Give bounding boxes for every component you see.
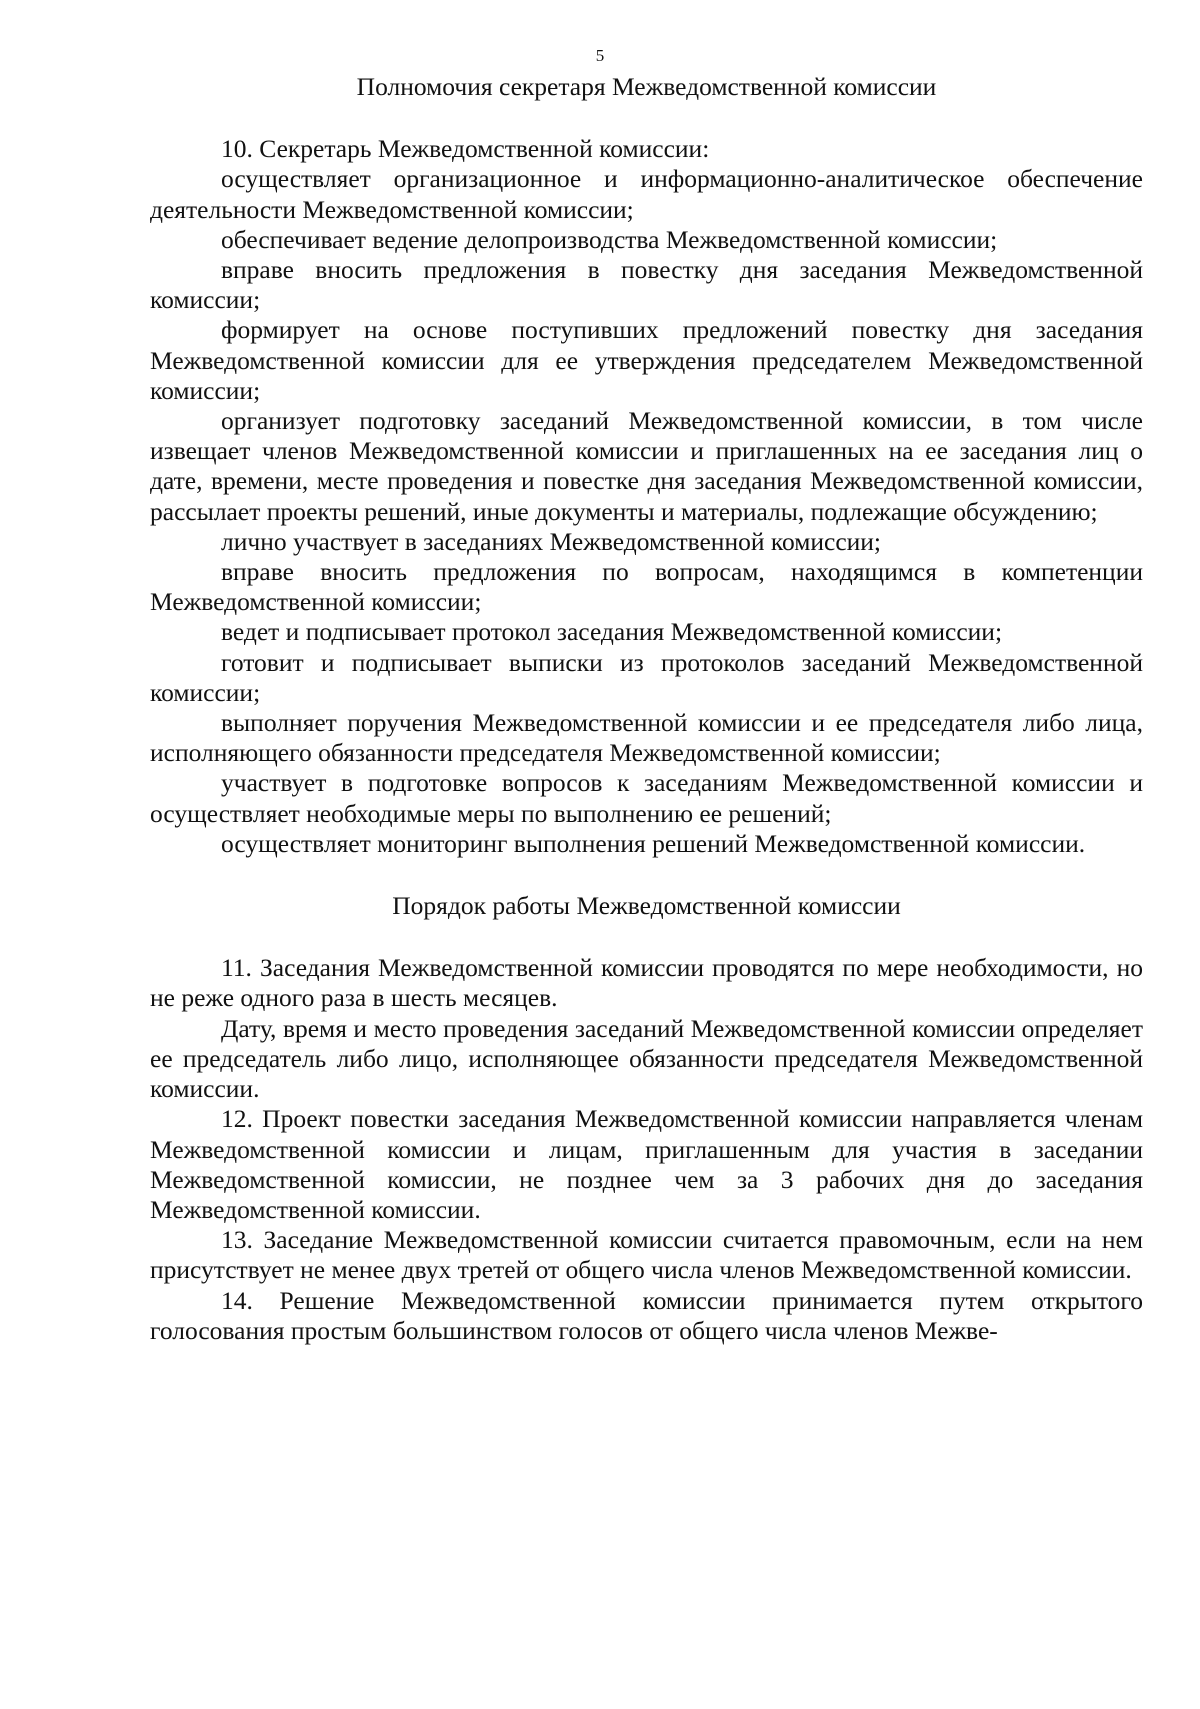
paragraph: 13. Заседание Межведомственной комиссии считается правомочным, если на нем присутствует не менее двух третей от общего числа членов Межведомственной комиссии. xyxy=(150,1225,1143,1285)
paragraph: вправе вносить предложения по вопросам, находящимся в компетенции Межведомственной комиссии; xyxy=(150,557,1143,617)
paragraph: организует подготовку заседаний Межведомственной комиссии, в том числе извещает членов Межведомственной комиссии и приглашенных на ее заседания лиц о дате, времени, месте проведения и повестке дня заседания Межведомственной комиссии, рассылает проекты решений, иные документы и материалы, подлежащие обсуждению; xyxy=(150,406,1143,526)
paragraph: вправе вносить предложения в повестку дня заседания Межведомственной комиссии; xyxy=(150,255,1143,315)
paragraph: 10. Секретарь Межведомственной комиссии: xyxy=(221,134,710,164)
paragraph: участвует в подготовке вопросов к заседаниям Межведомственной комиссии и осуществляет необходимые меры по выполнению ее решений; xyxy=(150,768,1143,828)
page-number: 5 xyxy=(595,46,605,65)
paragraph: лично участвует в заседаниях Межведомственной комиссии; xyxy=(221,526,882,556)
paragraph: ведет и подписывает протокол заседания Межведомственной комиссии; xyxy=(221,617,1003,647)
paragraph: 11. Заседания Межведомственной комиссии проводятся по мере необходимости, но не реже одного раза в шесть месяцев. xyxy=(150,953,1143,1013)
paragraph: выполняет поручения Межведомственной комиссии и ее председателя либо лица, исполняющего обязанности председателя Межведомственной комиссии; xyxy=(150,708,1143,768)
paragraph: осуществляет мониторинг выполнения решений Межведомственной комиссии. xyxy=(221,828,1086,858)
paragraph: Дату, время и место проведения заседаний Межведомственной комиссии определяет ее председатель либо лицо, исполняющее обязанности председателя Межведомственной комиссии. xyxy=(150,1013,1143,1104)
paragraph: обеспечивает ведение делопроизводства Межведомственной комиссии; xyxy=(221,224,998,254)
paragraph: формирует на основе поступивших предложений повестку дня заседания Межведомственной комиссии для ее утверждения председателем Межведомственной комиссии; xyxy=(150,315,1143,405)
document-body xyxy=(150,72,1143,1346)
paragraph: 14. Решение Межведомственной комиссии принимается путем открытого голосования простым большинством голосов от общего числа членов Межве- xyxy=(150,1285,1143,1345)
paragraph: готовит и подписывает выписки из протоколов заседаний Межведомственной комиссии; xyxy=(150,647,1143,707)
section-heading-secretary-powers: Полномочия секретаря Межведомственной комиссии xyxy=(356,72,937,101)
paragraph: осуществляет организационное и информационно-аналитическое обеспечение деятельности Межведомственной комиссии; xyxy=(150,164,1143,224)
paragraph: 12. Проект повестки заседания Межведомственной комиссии направляется членам Межведомственной комиссии и лицам, приглашенным для участия в заседании Межведомственной комиссии, не позднее чем за 3 рабочих дня до заседания Межведомственной комиссии. xyxy=(150,1104,1143,1224)
section-heading-commission-procedure: Порядок работы Межведомственной комиссии xyxy=(392,891,901,921)
